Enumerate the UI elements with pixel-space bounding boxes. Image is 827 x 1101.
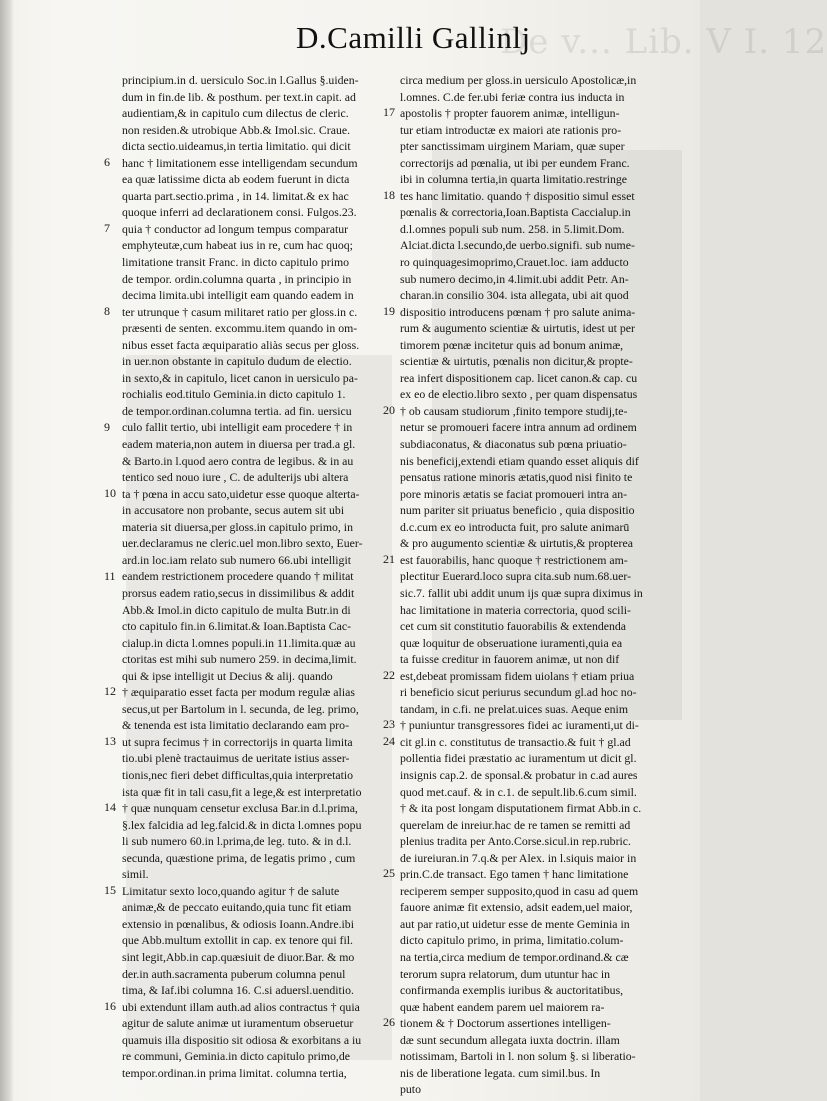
text-line: eadem materia,non autem in diuersa per trad.a gl. — [122, 437, 356, 452]
text-line: & Barto.in l.quod aero contra de legibus. & in au — [122, 453, 354, 468]
text-line: dispositio introducens pœnam † pro salute anima- — [400, 304, 636, 319]
text-line: quoque inferri ad declarationem consi. Fulgos.23. — [122, 205, 357, 220]
text-line: notissimam, Bartoli in l. non solum §. si liberatio- — [400, 1049, 636, 1064]
text-line: reciperem semper supposito,quod in casu ad quem — [400, 883, 639, 898]
left-text-column — [122, 72, 394, 1081]
text-line: Limitatur sexto loco,quando agitur † de salute — [122, 883, 340, 898]
bleed-through-text: De v... Lib. V I. 12 — [500, 22, 827, 62]
text-line: rochialis eod.titulo Geminia.in dicto capitulo 1. — [122, 387, 346, 402]
text-line: ta † pœna in accu sato,uidetur esse quoque alterta- — [122, 486, 360, 501]
text-line: quamuis illa dispositio sit odiosa & exorbitans a iu — [122, 1032, 362, 1047]
text-line: principium.in d. uersiculo Soc.in l.Gallus §.uiden- — [122, 73, 359, 87]
text-line: num pariter sit priuatus beneficio , quia dispositio — [400, 503, 635, 518]
text-line: ard.in loc.iam relato sub numero 66.ubi intelligit — [122, 552, 352, 567]
text-line: Alciat.dicta l.secundo,de uerbo.signifi. sub nume- — [400, 238, 635, 253]
marginal-number: 22 — [383, 667, 395, 682]
marginal-number: 15 — [104, 882, 116, 897]
text-line: ter utrunque † casum militaret ratio per gloss.in c. — [122, 304, 358, 319]
marginal-number: 11 — [104, 568, 116, 583]
text-line: tio.ubi plenè tractauimus de ueritate istius asser- — [122, 751, 350, 766]
text-line: cet cum sit constitutio fauorabilis & extendenda — [400, 619, 627, 634]
text-line: quæ habent eandem parem uel maiorem ra- — [400, 999, 605, 1014]
text-line: pollentia fidei præstatio ac iuramentum ut dicit gl. — [400, 751, 637, 766]
text-line: est fauorabilis, hanc quoque † restrictionem am- — [400, 552, 628, 567]
text-line: re communi, Geminia.in dicto capitulo primo,de — [122, 1049, 351, 1064]
text-line: ubi extendunt illam auth.ad alios contractus † quia — [122, 999, 360, 1014]
text-line: nis de liberatione legata. cum simil.bus. In — [400, 1065, 601, 1080]
marginal-number: 6 — [104, 154, 110, 169]
text-line: charan.in consilio 304. ista allegata, ubi ait quod — [400, 288, 629, 303]
text-line: aut par ratio,ut uidetur esse de mente Geminia in — [400, 916, 630, 931]
text-line: plenius tradita per Anto.Corse.sicul.in rep.rubric. — [400, 834, 631, 849]
text-line: † æquiparatio esset facta per modum regulæ alias — [122, 685, 355, 700]
text-line: insignis cap.2. de sponsal.& probatur in c.ad aures — [400, 767, 638, 782]
marginal-number: 24 — [383, 734, 395, 748]
text-line: tempor.ordinan.in prima limitat. columna tertia, — [122, 1065, 347, 1080]
text-line: de iureiuran.in 7.q.& per Alex. in l.siquis maior in — [400, 850, 637, 865]
marginal-number: 23 — [383, 717, 395, 732]
text-line: circa medium per gloss.in uersiculo Apostolicæ,in — [400, 73, 637, 87]
text-line: † & ita post longam disputationem firmat Abb.in c. — [400, 801, 642, 816]
text-line: simil. — [122, 867, 149, 882]
text-line: prorsus eadem ratio,secus in dissimilibus & addit — [122, 585, 355, 600]
text-line: dicta sectio.uideamus,in tertia limitatio. qui dicit — [122, 139, 351, 154]
text-line: ista quæ fit in tali casu,fit a lege,& est interpretatio — [122, 784, 362, 799]
text-line: † quæ nunquam censetur exclusa Bar.in d.l.prima, — [122, 801, 358, 816]
marginal-number: 20 — [383, 403, 395, 417]
running-header: D.Camilli Gallinlj — [296, 20, 531, 55]
text-line: in sexto,& in capitulo, licet canon in uersiculo pa- — [122, 370, 358, 385]
text-line: decima limita.ubi intelligit eam quando eadem in — [122, 288, 354, 303]
marginal-number: 25 — [383, 866, 395, 881]
marginal-number: 21 — [383, 551, 395, 566]
text-line: que Abb.multum extollit in cap. ex tenore qui fil. — [122, 933, 353, 948]
text-line: terorum supra relatorum, dum utuntur hac in — [400, 966, 610, 981]
marginal-number: 12 — [104, 684, 116, 699]
text-line: li sub numero 60.in l.prima,de leg. tuto. & in d.l. — [122, 834, 352, 849]
text-line: scientiæ & uirtutis, pœnalis non dicitur,& propte- — [400, 354, 633, 369]
text-line: † puniuntur transgressores fidei ac iuramenti,ut di- — [400, 718, 639, 733]
text-line: quod met.cauf. & in c.1. de sepult.lib.6.cum simil. — [400, 784, 637, 799]
text-line: quarta part.sectio.prima , in 14. limitat.& ex hac — [122, 188, 349, 203]
text-line: fauore animæ fit extensio, adsit eadem,uel maior, — [400, 900, 633, 915]
text-line: cto capitulo fin.in 6.limitat.& Ioan.Baptista Cac- — [122, 619, 352, 634]
text-line: §.lex falcidia ad leg.falcid.& in dicta l.omnes popu — [122, 817, 362, 832]
text-line: in accusatore non probante, secus autem sit ubi — [122, 503, 345, 518]
text-line: tima, & Iaf.ibi columna 16. C.si aduersl.uenditio. — [122, 983, 354, 998]
text-line: netur se promoueri facere intra annum ad ordinem — [400, 420, 637, 435]
text-line: emphyteutæ,cum habeat ius in re, cum hac quoq; — [122, 238, 353, 253]
marginal-number: 13 — [104, 734, 116, 748]
marginal-number: 10 — [104, 485, 116, 500]
text-line: ri beneficio sicut periurus secundum gl.ad hoc no- — [400, 685, 637, 700]
text-line: in uer.non obstante in capitulo dudum de electio. — [122, 354, 352, 369]
text-line: nis beneficij,extendi etiam quando esset aliquis dif — [400, 453, 639, 468]
text-line: subdiaconatus, & diaconatus sub pœna priuatio- — [400, 437, 627, 452]
marginal-number: 14 — [104, 800, 116, 815]
text-line: hac limitatione in materia correctoria, quod scili- — [400, 602, 631, 617]
marginal-number: 8 — [104, 303, 110, 318]
text-line: pensatus ratione minoris ætatis,quod nisi finito te — [400, 470, 633, 485]
text-line: ea quæ latissime dicta ab eodem fuerunt in dicta — [122, 172, 350, 187]
text-line: & tenenda est ista limitatio declarando eam pro- — [122, 718, 350, 733]
text-line: † ob causam studiorum ,finito tempore studij,te- — [400, 403, 628, 418]
text-line: est,debeat promissam fidem uiolans † etiam priua — [400, 668, 635, 683]
text-line: quæ loquitur de obseruatione iuramenti,quia ea — [400, 635, 623, 650]
text-line: ta fuisse creditur in fauorem animæ, ut non dif — [400, 652, 620, 667]
text-line: animæ,& de peccato euitando,quia tunc fit etiam — [122, 900, 352, 915]
text-line: tur etiam introductæ ex maiori ate rationis pro- — [400, 122, 622, 137]
text-line: hanc † limitationem esse intelligendam secundum — [122, 155, 358, 170]
text-line: culo fallit tertio, ubi intelligit eam procedere † in — [122, 420, 353, 435]
text-line: & pro augumento scientiæ & uirtutis,& propterea — [400, 536, 633, 551]
text-line: extensio in pœnalibus, & odiosis Ioann.Andre.ibi — [122, 916, 354, 931]
text-line: sic.7. fallit ubi addit unum ijs quæ supra diximus in — [400, 585, 643, 600]
text-line: pore minoris ætatis se faciat promoueri intra an- — [400, 486, 628, 501]
text-line: nibus esset facta æquiparatio aliàs secus per gloss. — [122, 337, 360, 352]
text-line: Abb.& Imol.in dicto capitulo de multa Butr.in di — [122, 602, 351, 617]
text-line: quia † conductor ad longum tempus comparatur — [122, 221, 349, 236]
text-line: cialup.in dicta l.omnes populi.in 11.limita.quæ au — [122, 635, 356, 650]
text-line: ctoritas est mihi sub numero 259. in decima,limit. — [122, 652, 357, 667]
text-line: der.in auth.sacramenta puberum columna penul — [122, 966, 346, 981]
text-line: ex eo de electio.libro sexto , per quam dispensatus — [400, 387, 638, 402]
marginal-number: 26 — [383, 1015, 395, 1030]
text-line: pter sanctissimam uirginem Mariam, quæ super — [400, 139, 625, 154]
text-line: eandem restrictionem procedere quando † militat — [122, 569, 354, 584]
text-line: de tempor. ordin.columna quarta , in principio in — [122, 271, 352, 286]
text-line: tes hanc limitatio. quando † dispositio simul esset — [400, 188, 635, 203]
text-line: ut supra fecimus † in correctorijs in quarta limita — [122, 734, 353, 749]
text-line: rea infert dispositionem cap. licet canon.& cap. cu — [400, 370, 638, 385]
marginal-number: 9 — [104, 419, 110, 434]
text-line: tionis,nec fieri debet difficultas,quia interpretatio — [122, 767, 354, 782]
text-line: uer.declaramus ne cleric.uel mon.libro sexto, Euer- — [122, 536, 363, 551]
text-line: plectitur Euerard.loco supra cita.sub num.68.uer- — [400, 569, 632, 584]
text-line: ibi in columna tertia,in quarta limitatio.restringe — [400, 172, 628, 187]
text-line: na tertia,circa medium de tempor.ordinand.& cæ — [400, 949, 629, 964]
text-line: dicto capitulo primo, in prima, limitatio.colum- — [400, 933, 624, 948]
text-line: secunda, quæstione prima, de legatis primo , cum — [122, 850, 356, 865]
text-line: cit gl.in c. constitutus de transactio.& fuit † gl.ad — [400, 734, 631, 749]
text-line: tentico sed nouo iure , C. de adulterijs ubi altera — [122, 470, 349, 485]
text-line: de tempor.ordinan.columna tertia. ad fin. uersicu — [122, 403, 352, 418]
text-line: dum in fin.de lib. & posthum. per text.in capit. ad — [122, 89, 356, 104]
text-line: qui & ipse intelligit ut Decius & alij. quando — [122, 668, 333, 683]
text-line: confirmanda exemplis iuribus & auctoritatibus, — [400, 983, 624, 998]
text-line: audientiam,& in capitulo cum dilectus de cleric. — [122, 106, 349, 121]
text-line: querelam de inreiur.hac de re tamen se remitti ad — [400, 817, 631, 832]
text-line: l.omnes. C.de fer.ubi feriæ contra ius inducta in — [400, 89, 625, 104]
text-line: correctorijs ad pœnalia, ut ibi per eundem Franc. — [400, 155, 630, 170]
marginal-number: 7 — [104, 220, 110, 235]
marginal-number: 16 — [104, 998, 116, 1013]
text-line: apostolis † propter fauorem animæ, intelligun- — [400, 106, 620, 121]
marginal-number: 18 — [383, 187, 395, 202]
text-line: agitur de salute animæ ut iuramentum obseruetur — [122, 1016, 354, 1031]
marginal-number: 19 — [383, 303, 395, 318]
text-line: rum & augumento scientiæ & uirtutis, idest ut per — [400, 321, 635, 336]
text-line: materia sit diuersa,per gloss.in capitulo primo, in — [122, 519, 353, 534]
text-line: tandam, in c.fi. ne prelat.uices suas. Aeque enim — [400, 701, 628, 716]
page-gutter-shadow — [0, 0, 14, 1101]
text-line: pœnalis & correctoria,Ioan.Baptista Caccialup.in — [400, 205, 631, 220]
text-line: sint legit,Abb.in cap.quæsiuit de diuor.Bar. & mo — [122, 949, 355, 964]
text-line: limitatione transit Franc. in dicto capitulo primo — [122, 255, 350, 270]
right-text-column — [400, 72, 692, 1098]
text-line: secus,ut per Bartolum in l. secunda, de leg. primo, — [122, 701, 359, 716]
text-line: prin.C.de transact. Ego tamen † hanc limitatione — [400, 867, 629, 882]
text-line: puto — [400, 1082, 421, 1097]
text-line: timorem pœnæ incitetur quis ad bonum animæ, — [400, 337, 624, 352]
text-line: d.l.omnes populi sub num. 258. in 5.limit.Dom. — [400, 221, 625, 236]
text-line: ro quinquagesimoprimo,Crauet.loc. iam adducto — [400, 255, 629, 270]
text-line: sub numero decimo,in 4.limit.ubi addit Petr. An- — [400, 271, 629, 286]
text-line: tionem & † Doctorum assertiones intelligen- — [400, 1016, 611, 1031]
text-line: d.c.cum ex eo introducta fuit, pro salute animarū — [400, 519, 630, 534]
text-line: non residen.& utrobique Abb.& Imol.sic. Craue. — [122, 122, 351, 137]
marginal-number: 17 — [383, 105, 395, 120]
text-line: dæ sunt secundum allegata iuxta doctrin. illam — [400, 1032, 620, 1047]
text-line: præsenti de senten. excommu.item quando in om- — [122, 321, 358, 336]
